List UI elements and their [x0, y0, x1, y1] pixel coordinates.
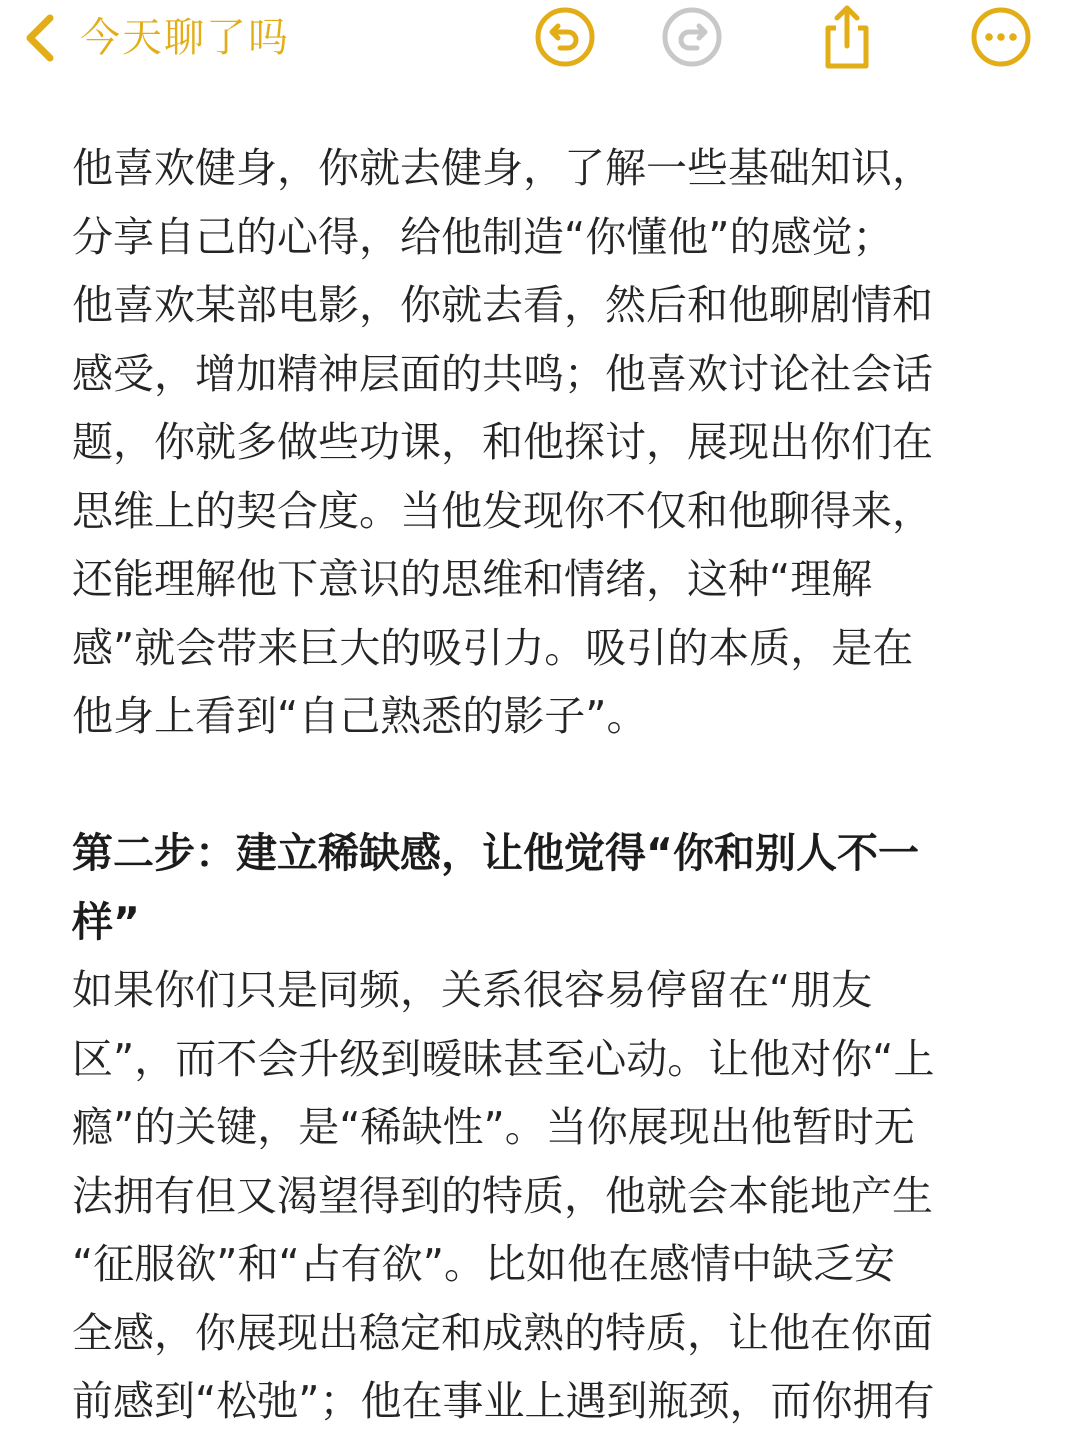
text-line: 思维上的契合度。当他发现你不仅和他聊得来， — [72, 486, 933, 535]
text-line: 全感，你展现出稳定和成熟的特质，让他在你面 — [72, 1308, 933, 1357]
undo-icon — [532, 4, 598, 70]
text-line: 如果你们只是同频，关系很容易停留在“朋友 — [72, 966, 873, 1014]
text-line: 前感到“松弛”；他在事业上遇到瓶颈，而你拥有 — [72, 1377, 935, 1425]
text-line: 还能理解他下意识的思维和情绪，这种“理解 — [72, 555, 873, 603]
share-icon — [814, 4, 880, 70]
text-line: “征服欲”和“占有欲”。比如他在感情中缺乏安 — [72, 1240, 895, 1288]
chevron-left-icon — [18, 10, 62, 66]
back-label: 今天聊了吗 — [80, 15, 290, 61]
note-body[interactable] — [72, 134, 1022, 1436]
heading-line: 第二步：建立稀缺感，让他觉得“你和别人不一 — [72, 829, 919, 877]
text-line: 题，你就多做些功课，和他探讨，展现出你们在 — [72, 418, 933, 466]
text-line: 分享自己的心得，给他制造“你懂他”的感觉； — [72, 212, 894, 261]
paragraph-1 — [72, 134, 1022, 751]
text-line: 区”，而不会升级到暧昧甚至心动。让他对你“上 — [72, 1034, 935, 1083]
redo-icon — [659, 4, 725, 70]
more-icon — [968, 4, 1034, 70]
text-line: 他喜欢某部电影，你就去看，然后和他聊剧情和 — [72, 281, 933, 329]
undo-button[interactable] — [532, 4, 598, 70]
heading-line: 样” — [72, 897, 140, 946]
section-heading — [72, 819, 1022, 956]
text-line: 法拥有但又渴望得到的特质，他就会本能地产生 — [72, 1171, 933, 1220]
paragraph-2 — [72, 956, 1022, 1436]
top-toolbar — [0, 0, 1080, 80]
more-button[interactable] — [968, 4, 1034, 70]
share-button[interactable] — [814, 4, 880, 70]
text-line: 他身上看到“自己熟悉的影子”。 — [72, 692, 648, 740]
paragraph-spacer — [72, 751, 1022, 820]
text-line: 感”就会带来巨大的吸引力。吸引的本质，是在 — [72, 623, 914, 672]
redo-button[interactable] — [659, 4, 725, 70]
text-line: 瘾”的关键，是“稀缺性”。当你展现出他暂时无 — [72, 1103, 915, 1151]
text-line: 他喜欢健身，你就去健身，了解一些基础知识， — [72, 144, 933, 192]
back-button[interactable] — [18, 6, 290, 70]
text-line: 感受，增加精神层面的共鸣；他喜欢讨论社会话 — [72, 349, 933, 398]
